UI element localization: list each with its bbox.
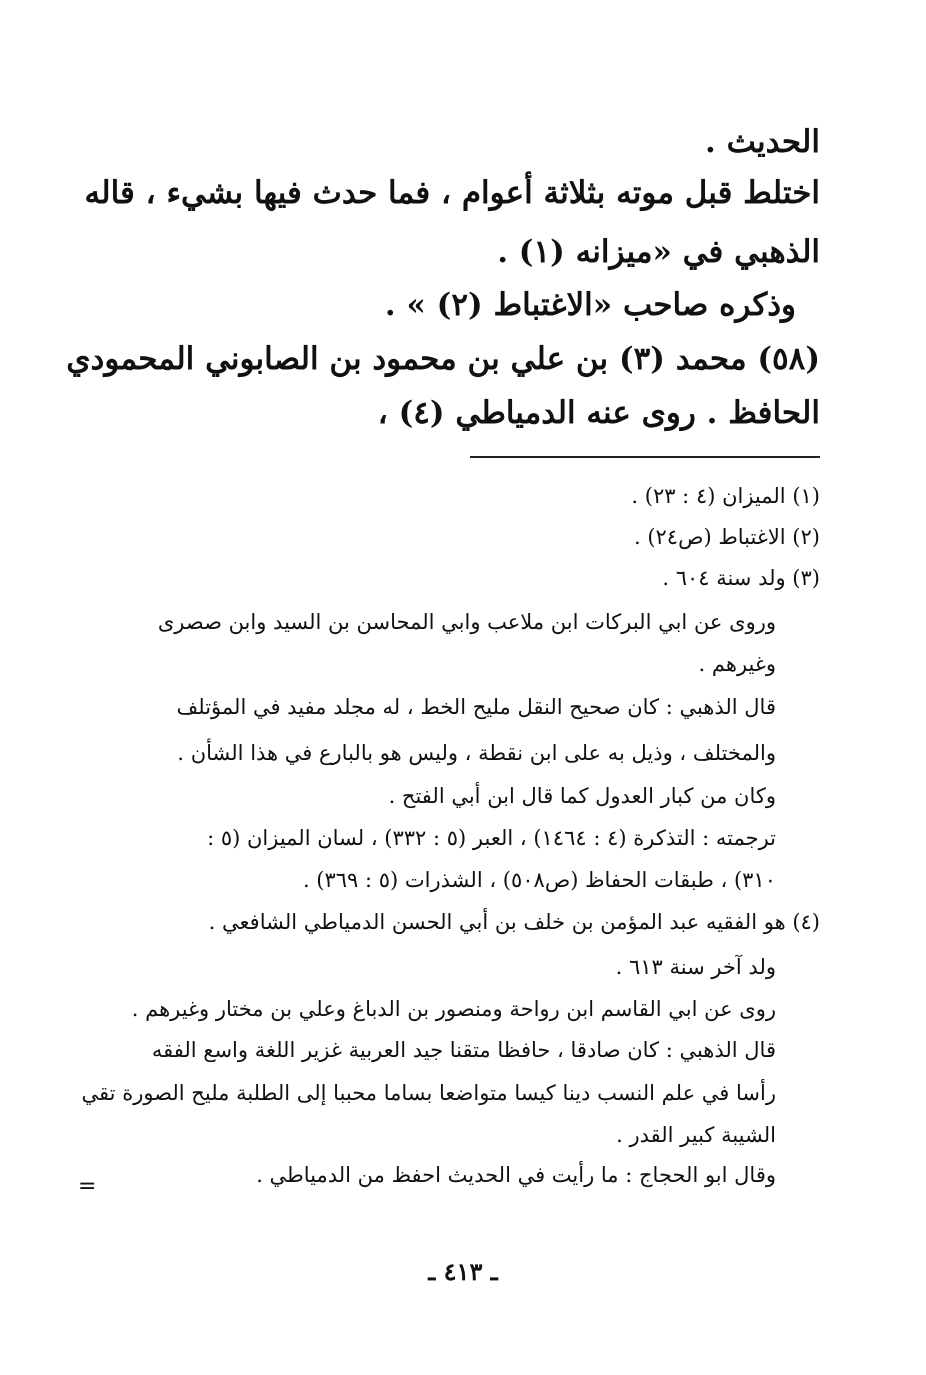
footnote-separator — [470, 456, 820, 458]
footnote-1: (١) الميزان (٤ : ٢٣) . — [631, 484, 820, 508]
footnote-4-line-6: وقال ابو الحجاج : ما رأيت في الحديث احفظ من الدمياطي . — [256, 1163, 776, 1187]
main-line-4: وذكره صاحب «الاغتباط (٢) » . — [384, 287, 796, 323]
footnote-4: (٤) هو الفقيه عبد المؤمن بن خلف بن أبي الحسن الدمياطي الشافعي . — [208, 910, 820, 934]
footnote-3-line-2: وغيرهم . — [698, 652, 776, 676]
main-line-6: الحافظ . روى عنه الدمياطي (٤) ، — [377, 395, 820, 431]
footnote-4-line-4: رأسا في علم النسب دينا كيسا متواضعا بساما محببا إلى الطلبة مليح الصورة تقي — [81, 1081, 776, 1105]
footnote-4-line-3: قال الذهبي : كان صادقا ، حافظا متقنا جيد العربية غزير اللغة واسع الفقه — [151, 1038, 776, 1062]
footnote-3-line-1: وروى عن ابي البركات ابن ملاعب وابي المحاسن بن السيد وابن صصرى — [157, 610, 776, 634]
footnote-3-line-5: وكان من كبار العدول كما قال ابن أبي الفتح . — [388, 784, 776, 808]
footnote-4-line-5: الشيبة كبير القدر . — [616, 1123, 776, 1147]
edge-mark: = — [78, 1174, 97, 1199]
footnote-4-line-1: ولد آخر سنة ٦١٣ . — [615, 955, 776, 979]
footnote-3: (٣) ولد سنة ٦٠٤ . — [662, 566, 820, 590]
page-number: ـ ٤١٣ ـ — [428, 1257, 498, 1286]
footnote-2: (٢) الاغتباط (ص٢٤) . — [633, 525, 820, 549]
footnote-3-line-6: ترجمته : التذكرة (٤ : ١٤٦٤) ، العبر (٥ : ٣٣٢) ، لسان الميزان (٥ : — [207, 826, 776, 850]
main-line-3: الذهبي في «ميزانه (١) . — [497, 234, 820, 270]
footnote-3-line-3: قال الذهبي : كان صحيح النقل مليح الخط ، له مجلد مفيد في المؤتلف — [176, 695, 776, 719]
main-line-5: (٥٨) محمد (٣) بن علي بن محمود بن الصابوني المحمودي — [66, 341, 820, 377]
main-line-2: اختلط قبل موته بثلاثة أعوام ، فما حدث فيها بشيء ، قاله — [84, 175, 820, 211]
footnote-3-line-4: والمختلف ، وذيل به على ابن نقطة ، وليس هو بالبارع في هذا الشأن . — [177, 741, 776, 765]
footnote-4-line-2: روى عن ابي القاسم ابن رواحة ومنصور بن الدباغ وعلي بن مختار وغيرهم . — [131, 997, 776, 1021]
footnote-3-line-7: ٣١٠) ، طبقات الحفاظ (ص٥٠٨) ، الشذرات (٥ : ٣٦٩) . — [302, 868, 776, 892]
main-line-1: الحديث . — [705, 124, 820, 160]
